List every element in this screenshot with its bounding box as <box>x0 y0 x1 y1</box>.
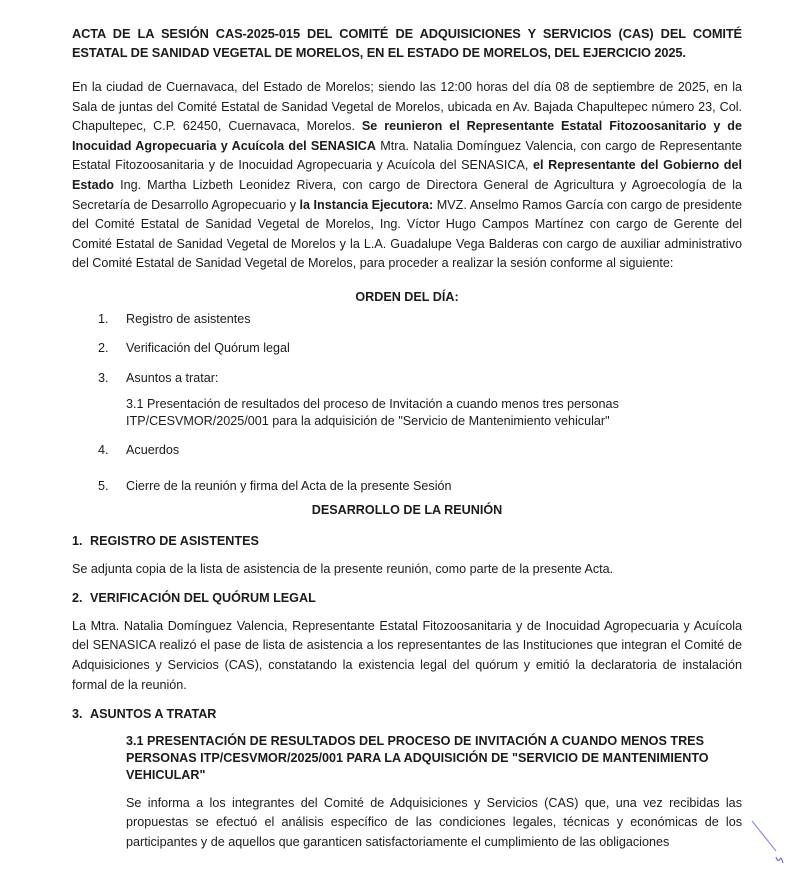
intro-bold-3: la Instancia Ejecutora: <box>299 197 434 212</box>
agenda-item <box>72 310 742 330</box>
orden-del-dia-heading: ORDEN DEL DÍA: <box>355 289 459 304</box>
desarrollo-heading: DESARROLLO DE LA REUNIÓN <box>311 502 503 517</box>
section-title: ASUNTOS A TRATAR <box>90 707 217 722</box>
document-page <box>72 24 742 853</box>
agenda-item <box>72 339 742 359</box>
agenda-item <box>72 477 742 497</box>
agenda-number: 4. <box>98 443 109 458</box>
agenda-subitem: 3.1 Presentación de resultados del proceso de Invitación a cuando menos tres personas ITP/CESVMOR/2025/001 para la adquisición de "Servicio de Mantenimiento vehicular" <box>126 397 619 428</box>
intro-text-2: Mtra. Natalia Domínguez Valencia, con cargo de Representante Estatal Fitozoosanitaria y de Inocuidad Agropecuaria y Acuícola del SENASICA, <box>72 138 742 173</box>
intro-bold-1: Se reunieron el Representante Estatal Fitozoosanitario y de Inocuidad Agropecuaria y Acuícola del SENASICA <box>72 119 742 153</box>
agenda-item <box>72 369 742 389</box>
agenda-label: Acuerdos <box>126 443 180 458</box>
agenda-number: 1. <box>98 311 109 326</box>
agenda-number: 3. <box>98 370 109 385</box>
section-number: 1. <box>72 534 83 549</box>
agenda-label: Asuntos a tratar: <box>126 370 219 385</box>
subsection-text: Se informa a los integrantes del Comité de Adquisiciones y Servicios (CAS) que, una vez recibidas las propuestas se efectuó el análisis específico de las condiciones legales, técnicas y económicas de los participantes y de aquellos que garanticen satisfactoriamente el cumplimiento de las obligaciones <box>126 795 742 850</box>
agenda-label: Cierre de la reunión y firma del Acta de la presente Sesión <box>126 478 452 493</box>
agenda-label: Registro de asistentes <box>126 311 251 326</box>
section-heading-3 <box>72 705 742 725</box>
agenda-number: 2. <box>98 341 109 356</box>
section-text-2: La Mtra. Natalia Domínguez Valencia, Representante Estatal Fitozoosanitaria y de Inocuidad Agropecuaria y Acuícola del SENASICA realizó el pase de lista de asistencia a los representantes de las Instituciones que integran el Comité de Adquisiciones y Servicios (CAS), constatando la existencia legal del quórum y emitió la declaratoria de instalación formal de la reunión. <box>72 618 742 692</box>
agenda-number: 5. <box>98 478 109 493</box>
section-number: 3. <box>72 707 83 722</box>
intro-text-4: MVZ. Anselmo Ramos García con cargo de presidente del Comité Estatal de Sanidad Vegetal de Morelos, Ing. Víctor Hugo Campos Martínez con cargo de Gerente del Comité Estatal de Sanidad Vegetal de Morelos y la L.A. Guadalupe Vega Balderas con cargo de auxiliar administrativo del Comité Estatal de Sanidad Vegetal de Morelos, para proceder a realizar la sesión conforme al siguiente: <box>72 197 742 271</box>
intro-text-3: Ing. Martha Lizbeth Leonidez Rivera, con cargo de Directora General de Agricultura y Agroecología de la Secretaría de Desarrollo Agropecuario y <box>72 177 742 212</box>
section-number: 2. <box>72 591 83 606</box>
section-text-1: Se adjunta copia de la lista de asistencia de la presente reunión, como parte de la presente Acta. <box>72 561 614 576</box>
section-title: REGISTRO DE ASISTENTES <box>90 534 259 549</box>
signature-mark-icon <box>750 815 786 875</box>
section-heading-2 <box>72 589 742 609</box>
subsection-heading: 3.1 PRESENTACIÓN DE RESULTADOS DEL PROCESO DE INVITACIÓN A CUANDO MENOS TRES PERSONAS ITP/CESVMOR/2025/001 PARA LA ADQUISICIÓN DE "SERVICIO DE MANTENIMIENTO VEHICULAR" <box>126 733 709 782</box>
agenda-label: Verificación del Quórum legal <box>126 341 290 356</box>
intro-paragraph <box>72 78 742 274</box>
section-heading-1 <box>72 532 742 552</box>
document-title: ACTA DE LA SESIÓN CAS-2025-015 DEL COMITÉ DE ADQUISICIONES Y SERVICIOS (CAS) DEL COMITÉ ESTATAL DE SANIDAD VEGETAL DE MORELOS, EN EL ESTADO DE MORELOS, DEL EJERCICIO 2025. <box>72 26 742 60</box>
agenda-item <box>72 441 742 461</box>
intro-bold-2: el Representante del Gobierno del Estado <box>72 158 742 192</box>
intro-text-1: En la ciudad de Cuernavaca, del Estado de Morelos; siendo las 12:00 horas del día 08 de septiembre de 2025, en la Sala de juntas del Comité Estatal de Sanidad Vegetal de Morelos, ubicada en Av. Bajada Chapultepec número 23, Col. Chapultepec, C.P. 62450, Cuernavaca, Morelos. <box>72 80 742 134</box>
section-title: VERIFICACIÓN DEL QUÓRUM LEGAL <box>90 591 316 606</box>
agenda-list <box>72 310 742 497</box>
